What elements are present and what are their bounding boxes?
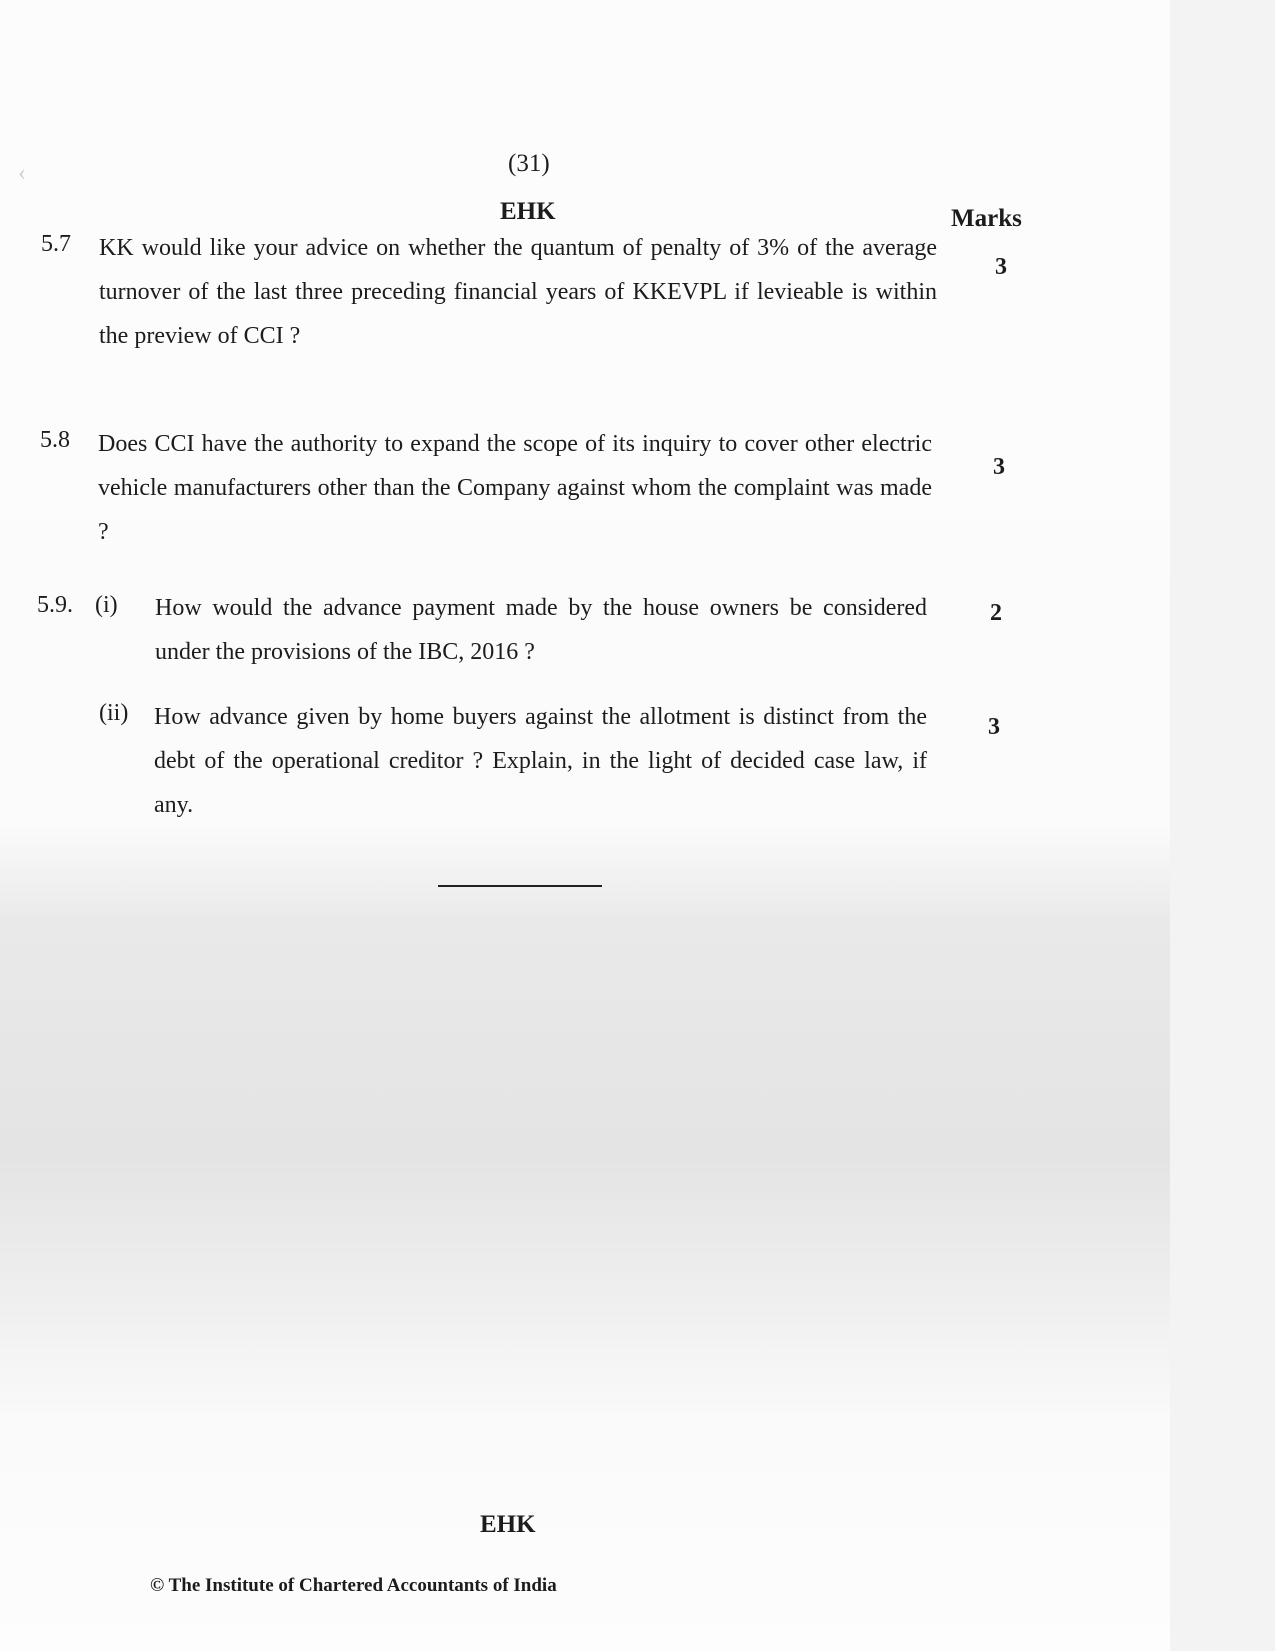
question-body: KK would like your advice on whether the quantum of penalty of 3% of the average turnover of the last three preceding financial years of KKEVPL if levieable is within the preview of CCI ? xyxy=(99,235,937,349)
copyright-notice: © The Institute of Chartered Accountants of India xyxy=(150,1575,557,1596)
question-number: 5.8 xyxy=(40,427,70,453)
page-number: (31) xyxy=(508,150,550,177)
question-marks: 2 xyxy=(990,600,1002,626)
show-through-text: ‹ xyxy=(18,160,26,186)
scan-margin xyxy=(1170,0,1275,1651)
question-number: 5.7 xyxy=(41,231,71,257)
sub-question-body: How would the advance payment made by the house owners be considered under the provisions of the IBC, 2016 ? xyxy=(155,595,927,665)
sub-question-text xyxy=(155,586,927,674)
sub-question-body: How advance given by home buyers against the allotment is distinct from the debt of the operational creditor ? Explain, in the light of decided case law, if any. xyxy=(154,704,927,818)
question-text xyxy=(98,422,932,554)
question-marks: 3 xyxy=(988,714,1000,740)
paper-code-header: EHK xyxy=(500,198,556,225)
question-body: Does CCI have the authority to expand the scope of its inquiry to cover other electric vehicle manufacturers other than the Company against whom the complaint was made ? xyxy=(98,431,932,545)
sub-question-label: (i) xyxy=(95,592,118,618)
sub-question-label: (ii) xyxy=(99,700,129,726)
question-text xyxy=(99,226,937,358)
question-marks: 3 xyxy=(993,454,1005,480)
question-marks: 3 xyxy=(995,254,1007,280)
end-rule xyxy=(438,885,602,887)
marks-column-heading: Marks xyxy=(951,205,1022,232)
question-number: 5.9. xyxy=(37,592,73,618)
paper-code-footer: EHK xyxy=(480,1511,536,1538)
sub-question-text xyxy=(154,695,927,827)
